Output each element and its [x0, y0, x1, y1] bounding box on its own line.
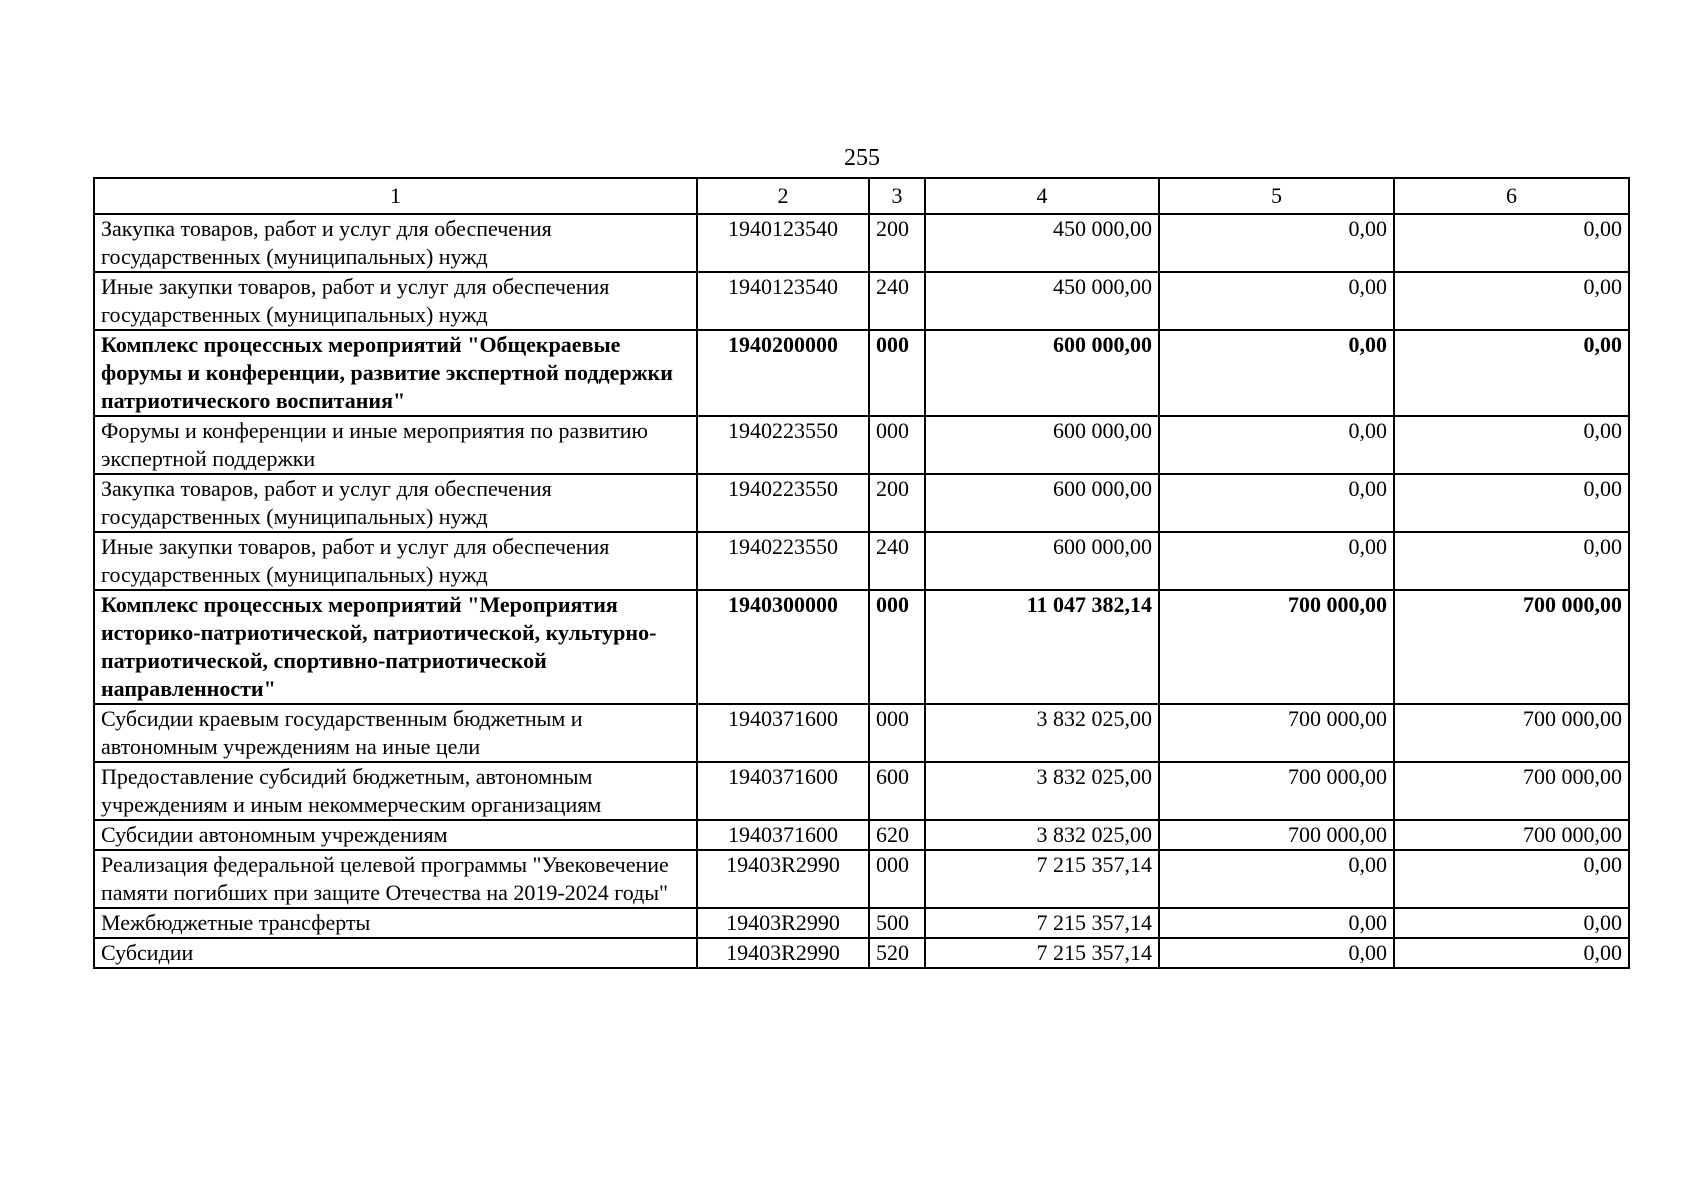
row-amount-col5: 700 000,00	[1159, 762, 1394, 820]
row-amount-col4: 600 000,00	[925, 416, 1159, 474]
row-amount-col5: 0,00	[1159, 474, 1394, 532]
row-amount-col5: 0,00	[1159, 272, 1394, 330]
header-row	[94, 178, 1629, 214]
row-expense-type: 000	[869, 330, 925, 416]
row-amount-col5: 0,00	[1159, 908, 1394, 938]
row-amount-col6: 0,00	[1394, 474, 1629, 532]
row-target-code: 19403R2990	[697, 938, 869, 968]
row-target-code: 1940123540	[697, 272, 869, 330]
header-col-5: 5	[1159, 178, 1394, 214]
row-target-code: 1940300000	[697, 590, 869, 704]
row-name: Закупка товаров, работ и услуг для обеспечения государственных (муниципальных) нужд	[94, 214, 697, 272]
row-amount-col5: 0,00	[1159, 938, 1394, 968]
row-name: Закупка товаров, работ и услуг для обеспечения государственных (муниципальных) нужд	[94, 474, 697, 532]
row-amount-col5: 0,00	[1159, 532, 1394, 590]
row-target-code: 1940123540	[697, 214, 869, 272]
row-expense-type: 000	[869, 416, 925, 474]
page-number: 255	[844, 145, 880, 171]
table-row	[94, 330, 1629, 416]
row-amount-col4: 7 215 357,14	[925, 938, 1159, 968]
table-row	[94, 416, 1629, 474]
row-amount-col6: 0,00	[1394, 272, 1629, 330]
row-amount-col6: 0,00	[1394, 908, 1629, 938]
row-amount-col4: 3 832 025,00	[925, 762, 1159, 820]
row-amount-col5: 0,00	[1159, 850, 1394, 908]
row-amount-col4: 11 047 382,14	[925, 590, 1159, 704]
budget-table	[93, 177, 1630, 969]
table-row	[94, 532, 1629, 590]
row-name: Межбюджетные трансферты	[94, 908, 697, 938]
row-amount-col5: 700 000,00	[1159, 590, 1394, 704]
row-target-code: 1940200000	[697, 330, 869, 416]
row-expense-type: 200	[869, 214, 925, 272]
row-amount-col4: 600 000,00	[925, 474, 1159, 532]
row-amount-col4: 7 215 357,14	[925, 850, 1159, 908]
row-amount-col6: 700 000,00	[1394, 820, 1629, 850]
row-target-code: 1940223550	[697, 416, 869, 474]
table-row	[94, 214, 1629, 272]
row-name: Форумы и конференции и иные мероприятия по развитию экспертной поддержки	[94, 416, 697, 474]
row-expense-type: 000	[869, 704, 925, 762]
row-name: Комплекс процессных мероприятий "Мероприятия историко-патриотической, патриотической, культурно-патриотической, спортивно-патриотической направленности"	[94, 590, 697, 704]
row-amount-col4: 7 215 357,14	[925, 908, 1159, 938]
header-col-6: 6	[1394, 178, 1629, 214]
row-amount-col6: 0,00	[1394, 416, 1629, 474]
table-row	[94, 704, 1629, 762]
row-amount-col5: 0,00	[1159, 214, 1394, 272]
row-amount-col5: 700 000,00	[1159, 820, 1394, 850]
row-amount-col6: 700 000,00	[1394, 704, 1629, 762]
row-expense-type: 200	[869, 474, 925, 532]
row-amount-col6: 700 000,00	[1394, 762, 1629, 820]
row-amount-col5: 700 000,00	[1159, 704, 1394, 762]
row-amount-col4: 600 000,00	[925, 330, 1159, 416]
row-amount-col5: 0,00	[1159, 416, 1394, 474]
header-col-4: 4	[925, 178, 1159, 214]
row-expense-type: 240	[869, 532, 925, 590]
row-name: Предоставление субсидий бюджетным, автономным учреждениям и иным некоммерческим организациям	[94, 762, 697, 820]
row-amount-col6: 0,00	[1394, 330, 1629, 416]
row-target-code: 1940223550	[697, 474, 869, 532]
table-row	[94, 272, 1629, 330]
row-expense-type: 000	[869, 850, 925, 908]
row-amount-col6: 0,00	[1394, 938, 1629, 968]
row-amount-col6: 0,00	[1394, 850, 1629, 908]
header-col-3: 3	[869, 178, 925, 214]
row-expense-type: 520	[869, 938, 925, 968]
row-name: Комплекс процессных мероприятий "Общекраевые форумы и конференции, развитие экспертной поддержки патриотического воспитания"	[94, 330, 697, 416]
row-amount-col4: 600 000,00	[925, 532, 1159, 590]
row-amount-col5: 0,00	[1159, 330, 1394, 416]
row-name: Иные закупки товаров, работ и услуг для обеспечения государственных (муниципальных) нужд	[94, 532, 697, 590]
table-row	[94, 590, 1629, 704]
row-target-code: 1940371600	[697, 762, 869, 820]
row-target-code: 19403R2990	[697, 850, 869, 908]
row-name: Иные закупки товаров, работ и услуг для обеспечения государственных (муниципальных) нужд	[94, 272, 697, 330]
table-row	[94, 474, 1629, 532]
row-name: Реализация федеральной целевой программы "Увековечение памяти погибших при защите Отечества на 2019-2024 годы"	[94, 850, 697, 908]
row-expense-type: 620	[869, 820, 925, 850]
row-name: Субсидии автономным учреждениям	[94, 820, 697, 850]
table-row	[94, 762, 1629, 820]
row-amount-col6: 700 000,00	[1394, 590, 1629, 704]
table-row	[94, 850, 1629, 908]
row-expense-type: 000	[869, 590, 925, 704]
row-target-code: 19403R2990	[697, 908, 869, 938]
row-amount-col4: 450 000,00	[925, 214, 1159, 272]
row-amount-col6: 0,00	[1394, 214, 1629, 272]
row-target-code: 1940371600	[697, 704, 869, 762]
row-expense-type: 600	[869, 762, 925, 820]
row-name: Субсидии	[94, 938, 697, 968]
row-target-code: 1940223550	[697, 532, 869, 590]
table-row	[94, 938, 1629, 968]
row-target-code: 1940371600	[697, 820, 869, 850]
row-expense-type: 500	[869, 908, 925, 938]
row-name: Субсидии краевым государственным бюджетным и автономным учреждениям на иные цели	[94, 704, 697, 762]
header-col-1: 1	[94, 178, 697, 214]
table-row	[94, 820, 1629, 850]
header-col-2: 2	[697, 178, 869, 214]
row-amount-col4: 3 832 025,00	[925, 820, 1159, 850]
row-amount-col4: 450 000,00	[925, 272, 1159, 330]
row-amount-col6: 0,00	[1394, 532, 1629, 590]
table-row	[94, 908, 1629, 938]
row-amount-col4: 3 832 025,00	[925, 704, 1159, 762]
row-expense-type: 240	[869, 272, 925, 330]
